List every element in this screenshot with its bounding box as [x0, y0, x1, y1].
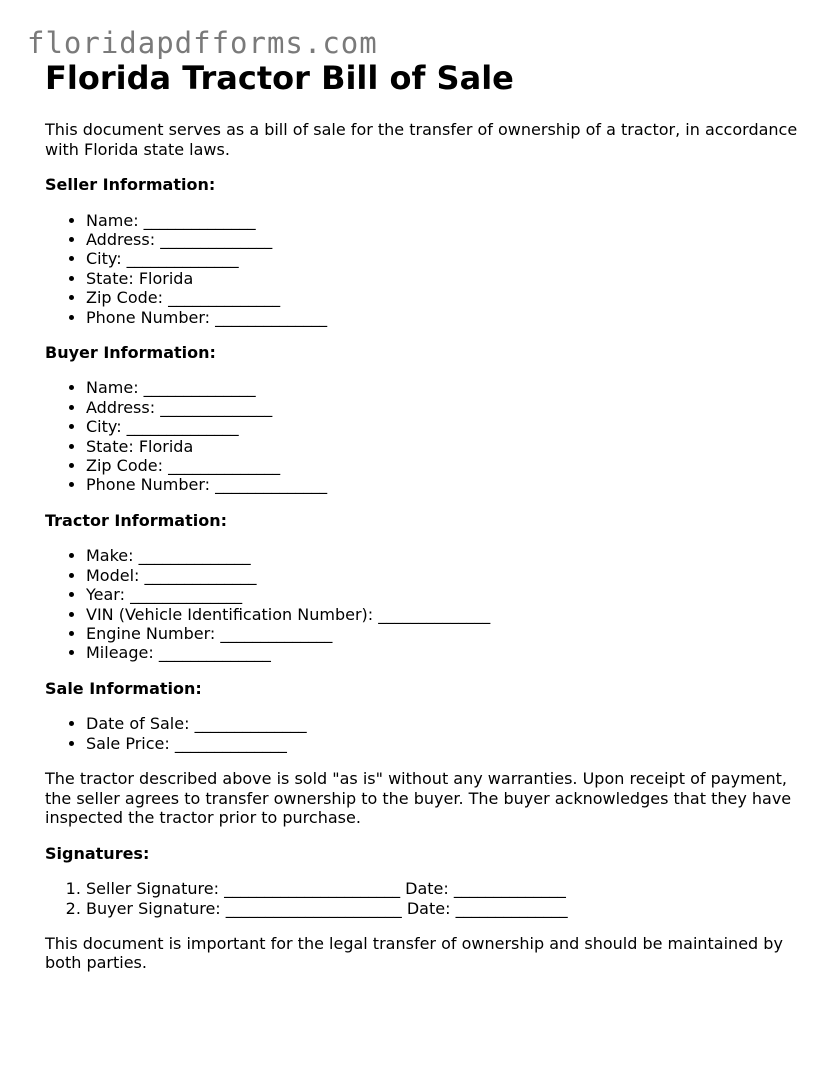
- buyer-city-field: • City: ______________: [86, 417, 805, 436]
- seller-name-field: • Name: ______________: [86, 211, 805, 230]
- tractor-make-field: • Make: ______________: [86, 546, 805, 565]
- seller-phone-field: • Phone Number: ______________: [86, 308, 805, 327]
- tractor-vin-field: • VIN (Vehicle Identification Number): ______________: [86, 605, 805, 624]
- buyer-zip-field: • Zip Code: ______________: [86, 456, 805, 475]
- tractor-list: [45, 546, 805, 662]
- intro-paragraph: This document serves as a bill of sale for the transfer of ownership of a tractor, in accordance with Florida state laws.: [45, 120, 798, 159]
- buyer-heading: Buyer Information:: [45, 342, 216, 362]
- page-title: Florida Tractor Bill of Sale: [45, 59, 514, 97]
- watermark: floridapdfforms.com: [27, 26, 378, 60]
- buyer-name-field: • Name: ______________: [86, 378, 805, 397]
- tractor-heading: Tractor Information:: [45, 510, 227, 530]
- document-page: [45, 58, 805, 973]
- closing-paragraph: This document is important for the legal transfer of ownership and should be maintained by both parties.: [45, 933, 783, 973]
- sale-heading: Sale Information:: [45, 678, 202, 698]
- seller-address-field: • Address: ______________: [86, 230, 805, 249]
- seller-city-field: • City: ______________: [86, 249, 805, 268]
- sale-date-field: • Date of Sale: ______________: [86, 714, 805, 733]
- signatures-list: [45, 879, 805, 918]
- buyer-state-field: • State: Florida: [86, 437, 805, 456]
- tractor-engine-field: • Engine Number: ______________: [86, 624, 805, 643]
- as-is-paragraph: The tractor described above is sold "as is" without any warranties. Upon receipt of payment, the seller agrees to transfer ownership to the buyer. The buyer acknowledges that they have inspected the tractor prior to purchase.: [45, 769, 792, 828]
- tractor-mileage-field: • Mileage: ______________: [86, 643, 805, 662]
- buyer-phone-field: • Phone Number: ______________: [86, 475, 805, 494]
- buyer-list: [45, 378, 805, 494]
- signatures-heading: Signatures:: [45, 843, 150, 863]
- sale-price-field: • Sale Price: ______________: [86, 734, 805, 753]
- seller-signature-line: 1. Seller Signature: ______________________ Date: ______________: [86, 879, 805, 898]
- tractor-year-field: • Year: ______________: [86, 585, 805, 604]
- seller-state-field: • State: Florida: [86, 269, 805, 288]
- seller-list: [45, 211, 805, 327]
- sale-list: [45, 714, 805, 753]
- seller-zip-field: • Zip Code: ______________: [86, 288, 805, 307]
- buyer-address-field: • Address: ______________: [86, 398, 805, 417]
- tractor-model-field: • Model: ______________: [86, 566, 805, 585]
- seller-heading: Seller Information:: [45, 175, 216, 194]
- buyer-signature-line: 2. Buyer Signature: ______________________ Date: ______________: [86, 899, 805, 918]
